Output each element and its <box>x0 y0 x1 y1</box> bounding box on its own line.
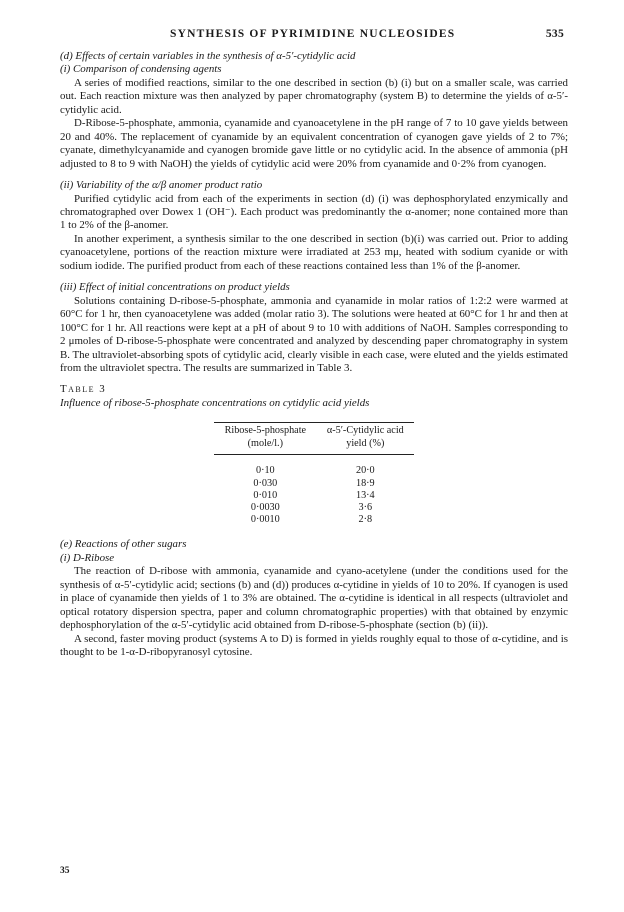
signature-number: 35 <box>60 866 70 876</box>
paragraph: D-Ribose-5-phosphate, ammonia, cyanamide and cyanoacetylene in the pH range of 7 to 10 gave yields between 20 and 40%. The replacement of cyanamide by an equivalent concentration of cyanogen gave yields of 2 to 7%; cyanate, dimethylcyanamide and cyanogen bromide gave little or no cytidylic acid. In the absence of ammonia (pH adjusted to 8 to 9 with NaOH) the yields of cytidylic acid were 20% from cyanamide and 0·2% from cyanogen. <box>60 117 568 170</box>
table-label: Table 3 <box>60 383 107 396</box>
table-cell: 13·4 <box>355 489 375 501</box>
table-cell: 0·010 <box>253 489 278 501</box>
paragraph: The reaction of D-ribose with ammonia, cyanamide and cyano-acetylene (under the conditions used for the synthesis of α-5′-cytidylic acid; sections (b) and (d)) produces α-cytidine in yields of 10 to 20%. If cyanogen is used in place of cyanamide then yields of 1 to 3% are obtained. The α-cytidine is identical in all respects (ultraviolet and optical rotatory dispersion spectra, paper and column chromatographic properties) with that obtained by enzymic dephosphorylation of the α-5′-cytidylic acid obtained from D-ribose-5-phosphate (section (b) (ii)). <box>60 565 568 632</box>
table-cell: 0·0010 <box>250 514 280 526</box>
table-cell: 18·9 <box>355 477 375 489</box>
subsection-heading-d-i: (i) Comparison of condensing agents <box>60 63 222 76</box>
table-row <box>214 455 414 478</box>
header-line: Ribose-5-phosphate <box>224 425 307 437</box>
paragraph: Solutions containing D-ribose-5-phosphate, ammonia and cyanamide in molar ratios of 1:2:2 were warmed at 60°C for 1 hr, then cyanoacetylene was added (molar ratio 3). The solutions were heated at 60°C for 1 hr and then at 100°C for 1 hr. All reactions were kept at a pH of about 9 to 10 with additions of NaOH. Samples corresponding to 2 μmoles of D-ribose-5-phosphate were concentrated and analyzed by descending paper chromatography in system B. The ultraviolet-absorbing spots of cytidylic acid, clearly visible in each case, were eluted and the yields estimated from the ultraviolet spectra. The results are summarized in Table 3. <box>60 294 568 374</box>
table-cell: 0·0030 <box>250 501 280 513</box>
running-head-title: SYNTHESIS OF PYRIMIDINE NUCLEOSIDES <box>170 28 456 40</box>
table-caption: Influence of ribose-5-phosphate concentrations on cytidylic acid yields <box>60 396 370 409</box>
paragraph: A series of modified reactions, similar to the one described in section (b) (i) but on a smaller scale, was carried out. Each reaction mixture was then analyzed by paper chromatography (system B) to determine the yields of α-5′-cytidylic acid. <box>60 76 568 116</box>
subsection-heading-d-iii: (iii) Effect of initial concentrations on product yields <box>60 281 290 294</box>
column-header-ribose <box>214 423 317 455</box>
table-row <box>214 502 414 514</box>
table-cell: 0·10 <box>255 465 275 477</box>
table-cell: 2·8 <box>358 514 373 526</box>
page-number: 535 <box>545 28 564 40</box>
table-cell: 20·0 <box>355 465 375 477</box>
table-header-row <box>214 423 414 455</box>
table-row <box>214 478 414 490</box>
paragraph: In another experiment, a synthesis similar to the one described in section (b)(i) was carried out. Prior to adding cyanoacetylene, portions of the reaction mixture were irradiated at 253 mμ, heated with sodium cyanide or with sodium iodide. The purified product from each of these reactions contained less than 1% of the β-anomer. <box>60 232 568 272</box>
paragraph: A second, faster moving product (systems A to D) is formed in yields roughly equal to those of α-cytidine, and is thought to be 1-α-D-ribopyranosyl cytosine. <box>60 632 568 658</box>
paragraph: Purified cytidylic acid from each of the experiments in section (d) (i) was dephosphorylated enzymically and chromatographed over Dowex 1 (OH⁻). Each product was predominantly the α-anomer; none contained more than 1 to 2% of the β-anomer. <box>60 192 568 232</box>
column-header-yield <box>317 423 414 455</box>
subsection-heading-e-i: (i) D-Ribose <box>60 551 115 564</box>
header-line: α-5′-Cytidylic acid <box>326 425 404 437</box>
running-head <box>60 28 564 42</box>
section-heading-e: (e) Reactions of other sugars <box>60 538 187 551</box>
data-table <box>214 422 414 528</box>
table-cell: 0·030 <box>253 477 278 489</box>
subsection-heading-d-ii: (ii) Variability of the α/β anomer product ratio <box>60 179 263 192</box>
table-row <box>214 490 414 502</box>
table-row <box>214 514 414 528</box>
table-cell: 3·6 <box>358 501 373 513</box>
header-line: (mole/l.) <box>247 437 283 449</box>
header-line: yield (%) <box>346 437 385 449</box>
section-heading-d: (d) Effects of certain variables in the synthesis of α-5′-cytidylic acid <box>60 50 356 62</box>
article-body <box>60 50 568 659</box>
